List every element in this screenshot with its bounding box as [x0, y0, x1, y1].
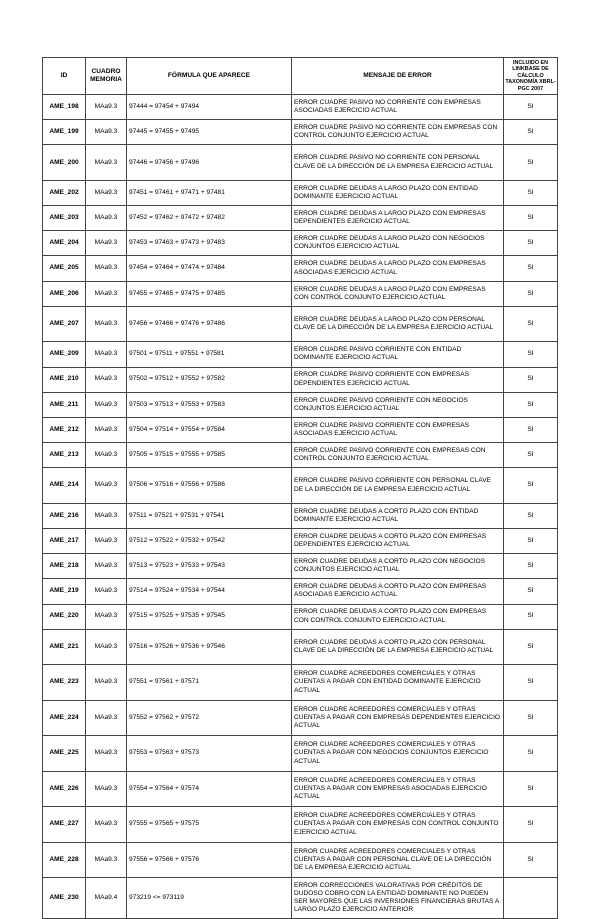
cell-cuadro-memoria: MAa9.3: [86, 392, 127, 417]
cell-incluido: SI: [504, 842, 558, 878]
cell-id: AME_223: [43, 665, 86, 701]
cell-mensaje-error: ERROR CUADRE DEUDAS A CORTO PLAZO CON EMPRESAS ASOCIADAS EJERCICIO ACTUAL: [292, 579, 504, 604]
cell-mensaje-error: ERROR CUADRE DEUDAS A CORTO PLAZO CON ENTIDAD DOMINANTE EJERCICIO ACTUAL: [292, 503, 504, 528]
cell-incluido: [504, 878, 558, 919]
cell-formula: 97455 = 97465 + 97475 + 97485: [127, 281, 292, 306]
cell-mensaje-error: ERROR CUADRE ACREEDORES COMERCIALES Y OTRAS CUENTAS A PAGAR CON PERSONAL CLAVE DE LA DIRECCIÓN DE LA EMPRESA EJERCICIO ACTUAL: [292, 842, 504, 878]
cell-incluido: SI: [504, 528, 558, 553]
table-row: [43, 120, 558, 145]
cell-id: AME_211: [43, 392, 86, 417]
cell-formula: 97512 = 97522 + 97532 + 97542: [127, 528, 292, 553]
cell-id: AME_230: [43, 878, 86, 919]
cell-cuadro-memoria: MAa9.3: [86, 256, 127, 281]
cell-incluido: SI: [504, 443, 558, 468]
cell-cuadro-memoria: MAa9.3: [86, 281, 127, 306]
cell-mensaje-error: ERROR CUADRE PASIVO CORRIENTE CON ENTIDAD DOMINANTE EJERCICIO ACTUAL: [292, 342, 504, 367]
table-row: [43, 206, 558, 231]
cell-cuadro-memoria: MAa9.3: [86, 367, 127, 392]
cell-cuadro-memoria: MAa9.3: [86, 95, 127, 120]
table-row: [43, 180, 558, 205]
header-incluido-linkbase: INCLUIDO EN LINKBASE DE CÁLCULO TAXONOMÍA XBRL-PGC 2007: [504, 58, 558, 95]
cell-incluido: SI: [504, 367, 558, 392]
cell-incluido: SI: [504, 145, 558, 181]
cell-formula: 97504 = 97514 + 97554 + 97584: [127, 417, 292, 442]
cell-incluido: SI: [504, 95, 558, 120]
cell-cuadro-memoria: MAa9.3: [86, 700, 127, 736]
cell-formula: 97505 = 97515 + 97555 + 97585: [127, 443, 292, 468]
cell-formula: 97446 = 97456 + 97496: [127, 145, 292, 181]
cell-incluido: SI: [504, 120, 558, 145]
table-row: [43, 256, 558, 281]
cell-id: AME_227: [43, 807, 86, 843]
cell-cuadro-memoria: MAa9.3: [86, 528, 127, 553]
cell-mensaje-error: ERROR CUADRE PASIVO NO CORRIENTE CON EMPRESAS CON CONTROL CONJUNTO EJERCICIO ACTUAL: [292, 120, 504, 145]
cell-cuadro-memoria: MAa9.3: [86, 554, 127, 579]
cell-cuadro-memoria: MAa9.3: [86, 120, 127, 145]
cell-formula: 97456 = 97466 + 97476 + 97486: [127, 306, 292, 342]
cell-formula: 97554 = 97564 + 97574: [127, 771, 292, 807]
cell-mensaje-error: ERROR CUADRE ACREEDORES COMERCIALES Y OTRAS CUENTAS A PAGAR CON ENTIDAD DOMINANTE EJERCICIO ACTUAL: [292, 665, 504, 701]
cell-incluido: SI: [504, 206, 558, 231]
cell-id: AME_221: [43, 629, 86, 665]
cell-mensaje-error: ERROR CUADRE ACREEDORES COMERCIALES Y OTRAS CUENTAS A PAGAR CON EMPRESAS DEPENDIENTES EJERCICIO ACTUAL: [292, 700, 504, 736]
cell-cuadro-memoria: MAa9.3: [86, 443, 127, 468]
table-row: [43, 468, 558, 504]
cell-id: AME_218: [43, 554, 86, 579]
cell-mensaje-error: ERROR CUADRE DEUDAS A CORTO PLAZO CON EMPRESAS DEPENDIENTES EJERCICIO ACTUAL: [292, 528, 504, 553]
cell-cuadro-memoria: MAa9.3: [86, 180, 127, 205]
table-row: [43, 417, 558, 442]
table-row: [43, 579, 558, 604]
cell-mensaje-error: ERROR CUADRE PASIVO CORRIENTE CON EMPRESAS ASOCIADAS EJERCICIO ACTUAL: [292, 417, 504, 442]
cell-formula: 97552 = 97562 + 97572: [127, 700, 292, 736]
cell-cuadro-memoria: MAa9.3: [86, 771, 127, 807]
cell-id: AME_205: [43, 256, 86, 281]
cell-id: AME_206: [43, 281, 86, 306]
cell-incluido: SI: [504, 736, 558, 772]
cell-incluido: SI: [504, 579, 558, 604]
cell-id: AME_200: [43, 145, 86, 181]
cell-id: AME_228: [43, 842, 86, 878]
cell-mensaje-error: ERROR CUADRE PASIVO CORRIENTE CON NEGOCIOS CONJUNTOS EJERCICIO ACTUAL: [292, 392, 504, 417]
cell-mensaje-error: ERROR CUADRE DEUDAS A LARGO PLAZO CON EMPRESAS DEPENDIENTES EJERCICIO ACTUAL: [292, 206, 504, 231]
cell-cuadro-memoria: MAa9.3: [86, 665, 127, 701]
cell-mensaje-error: ERROR CUADRE ACREEDORES COMERCIALES Y OTRAS CUENTAS A PAGAR CON EMPRESAS ASOCIADAS EJERCICIO ACTUAL: [292, 771, 504, 807]
table-row: [43, 736, 558, 772]
cell-formula: 97501 = 97511 + 97551 + 97581: [127, 342, 292, 367]
cell-cuadro-memoria: MAa9.3: [86, 503, 127, 528]
cell-mensaje-error: ERROR CUADRE DEUDAS A LARGO PLAZO CON EMPRESAS ASOCIADAS EJERCICIO ACTUAL: [292, 256, 504, 281]
cell-mensaje-error: ERROR CUADRE ACREEDORES COMERCIALES Y OTRAS CUENTAS A PAGAR CON EMPRESAS CON CONTROL CONJUNTO EJERCICIO ACTUAL: [292, 807, 504, 843]
cell-incluido: SI: [504, 342, 558, 367]
cell-cuadro-memoria: MAa9.4: [86, 878, 127, 919]
cell-incluido: SI: [504, 417, 558, 442]
cell-mensaje-error: ERROR CUADRE DEUDAS A LARGO PLAZO CON ENTIDAD DOMINANTE EJERCICIO ACTUAL: [292, 180, 504, 205]
cell-mensaje-error: ERROR CUADRE PASIVO NO CORRIENTE CON EMPRESAS ASOCIADAS EJERCICIO ACTUAL: [292, 95, 504, 120]
cell-id: AME_212: [43, 417, 86, 442]
cell-formula: 973219 <= 973119: [127, 878, 292, 919]
cell-mensaje-error: ERROR CUADRE PASIVO NO CORRIENTE CON PERSONAL CLAVE DE LA DIRECCIÓN DE LA EMPRESA EJERCICIO ACTUAL: [292, 145, 504, 181]
table-row: [43, 306, 558, 342]
cell-formula: 97503 = 97513 + 97553 + 97583: [127, 392, 292, 417]
table-body: [43, 95, 558, 919]
cell-cuadro-memoria: MAa9.3: [86, 231, 127, 256]
cell-id: AME_226: [43, 771, 86, 807]
table-row: [43, 342, 558, 367]
cell-mensaje-error: ERROR CUADRE DEUDAS A CORTO PLAZO CON EMPRESAS CON CONTROL CONJUNTO EJERCICIO ACTUAL: [292, 604, 504, 629]
cell-mensaje-error: ERROR CUADRE PASIVO CORRIENTE CON PERSONAL CLAVE DE LA DIRECCIÓN DE LA EMPRESA EJERCICIO ACTUAL: [292, 468, 504, 504]
cell-cuadro-memoria: MAa9.3: [86, 579, 127, 604]
cell-formula: 97451 = 97461 + 97471 + 97481: [127, 180, 292, 205]
cell-formula: 97556 = 97566 + 97576: [127, 842, 292, 878]
header-formula: FÓRMULA QUE APARECE: [127, 58, 292, 95]
cell-incluido: SI: [504, 771, 558, 807]
cell-mensaje-error: ERROR CUADRE DEUDAS A LARGO PLAZO CON EMPRESAS CON CONTROL CONJUNTO EJERCICIO ACTUAL: [292, 281, 504, 306]
cell-formula: 97445 = 97455 + 97495: [127, 120, 292, 145]
cell-incluido: SI: [504, 306, 558, 342]
cell-incluido: SI: [504, 468, 558, 504]
cell-id: AME_214: [43, 468, 86, 504]
cell-cuadro-memoria: MAa9.3: [86, 629, 127, 665]
cell-id: AME_219: [43, 579, 86, 604]
cell-cuadro-memoria: MAa9.3: [86, 468, 127, 504]
table-row: [43, 807, 558, 843]
cell-formula: 97511 = 97521 + 97531 + 97541: [127, 503, 292, 528]
cell-formula: 97515 = 97525 + 97535 + 97545: [127, 604, 292, 629]
table-header-row: [43, 58, 558, 95]
cell-formula: 97453 = 97463 + 97473 + 97483: [127, 231, 292, 256]
cell-id: AME_204: [43, 231, 86, 256]
header-cuadro-memoria: CUADRO MEMORIA: [86, 58, 127, 95]
cell-id: AME_210: [43, 367, 86, 392]
cell-cuadro-memoria: MAa9.3: [86, 206, 127, 231]
cell-incluido: SI: [504, 503, 558, 528]
cell-id: AME_213: [43, 443, 86, 468]
cell-id: AME_199: [43, 120, 86, 145]
cell-cuadro-memoria: MAa9.3: [86, 604, 127, 629]
table-row: [43, 700, 558, 736]
cell-mensaje-error: ERROR CUADRE DEUDAS A CORTO PLAZO CON NEGOCIOS CONJUNTOS EJERCICIO ACTUAL: [292, 554, 504, 579]
table-row: [43, 231, 558, 256]
cell-incluido: SI: [504, 281, 558, 306]
table-row: [43, 665, 558, 701]
cell-mensaje-error: ERROR CUADRE ACREEDORES COMERCIALES Y OTRAS CUENTAS A PAGAR CON NEGOCIOS CONJUNTOS EJERCICIO ACTUAL: [292, 736, 504, 772]
cell-incluido: SI: [504, 807, 558, 843]
cell-formula: 97514 = 97524 + 97534 + 97544: [127, 579, 292, 604]
cell-incluido: SI: [504, 554, 558, 579]
cell-mensaje-error: ERROR CUADRE DEUDAS A LARGO PLAZO CON NEGOCIOS CONJUNTOS EJERCICIO ACTUAL: [292, 231, 504, 256]
cell-id: AME_217: [43, 528, 86, 553]
table-row: [43, 528, 558, 553]
cell-cuadro-memoria: MAa9.3: [86, 145, 127, 181]
table-row: [43, 629, 558, 665]
cell-formula: 97516 = 97526 + 97536 + 97546: [127, 629, 292, 665]
cell-formula: 97454 = 97464 + 97474 + 97484: [127, 256, 292, 281]
cell-cuadro-memoria: MAa9.3: [86, 417, 127, 442]
table-row: [43, 503, 558, 528]
cell-mensaje-error: ERROR CUADRE DEUDAS A CORTO PLAZO CON PERSONAL CLAVE DE LA DIRECCIÓN DE LA EMPRESA EJERCICIO ACTUAL: [292, 629, 504, 665]
cell-cuadro-memoria: MAa9.3: [86, 842, 127, 878]
cell-id: AME_203: [43, 206, 86, 231]
cell-formula: 97555 = 97565 + 97575: [127, 807, 292, 843]
cell-id: AME_207: [43, 306, 86, 342]
cell-cuadro-memoria: MAa9.3: [86, 807, 127, 843]
cell-cuadro-memoria: MAa9.3: [86, 306, 127, 342]
table-row: [43, 771, 558, 807]
table-row: [43, 443, 558, 468]
cell-formula: 97553 = 97563 + 97573: [127, 736, 292, 772]
cell-id: AME_220: [43, 604, 86, 629]
header-id: ID: [43, 58, 86, 95]
cell-id: AME_198: [43, 95, 86, 120]
table-row: [43, 145, 558, 181]
cell-mensaje-error: ERROR CUADRE PASIVO CORRIENTE CON EMPRESAS CON CONTROL CONJUNTO EJERCICIO ACTUAL: [292, 443, 504, 468]
cell-incluido: SI: [504, 256, 558, 281]
table-row: [43, 604, 558, 629]
cell-incluido: SI: [504, 604, 558, 629]
cell-formula: 97502 = 97512 + 97552 + 97582: [127, 367, 292, 392]
header-mensaje-error: MENSAJE DE ERROR: [292, 58, 504, 95]
table-row: [43, 392, 558, 417]
cell-formula: 97452 = 97462 + 97472 + 97482: [127, 206, 292, 231]
cell-incluido: SI: [504, 700, 558, 736]
cell-id: AME_216: [43, 503, 86, 528]
table-row: [43, 95, 558, 120]
cell-formula: 97444 = 97454 + 97494: [127, 95, 292, 120]
cell-id: AME_202: [43, 180, 86, 205]
cell-id: AME_225: [43, 736, 86, 772]
cell-formula: 97513 = 97523 + 97533 + 97543: [127, 554, 292, 579]
document-page: [42, 57, 557, 919]
table-row: [43, 878, 558, 919]
cell-incluido: SI: [504, 231, 558, 256]
cell-cuadro-memoria: MAa9.3: [86, 736, 127, 772]
cell-formula: 97506 = 97516 + 97556 + 97586: [127, 468, 292, 504]
cell-incluido: SI: [504, 392, 558, 417]
cell-incluido: SI: [504, 180, 558, 205]
cell-mensaje-error: ERROR CORRECCIONES VALORATIVAS POR CRÉDITOS DE DUDOSO COBRO CON LA ENTIDAD DOMINANTE NO PUEDEN SER MAYORES QUE LAS INVERSIONES FINANCIERAS BRUTAS A LARGO PLAZO EJERCICIO ANTERIOR: [292, 878, 504, 919]
cell-id: AME_209: [43, 342, 86, 367]
cell-formula: 97551 = 97561 + 97571: [127, 665, 292, 701]
cell-id: AME_224: [43, 700, 86, 736]
error-rules-table: [42, 57, 558, 919]
table-row: [43, 367, 558, 392]
cell-incluido: SI: [504, 665, 558, 701]
cell-cuadro-memoria: MAa9.3: [86, 342, 127, 367]
cell-mensaje-error: ERROR CUADRE DEUDAS A LARGO PLAZO CON PERSONAL CLAVE DE LA DIRECCIÓN DE LA EMPRESA EJERCICIO ACTUAL: [292, 306, 504, 342]
table-row: [43, 281, 558, 306]
cell-mensaje-error: ERROR CUADRE PASIVO CORRIENTE CON EMPRESAS DEPENDIENTES EJERCICIO ACTUAL: [292, 367, 504, 392]
table-row: [43, 554, 558, 579]
cell-incluido: SI: [504, 629, 558, 665]
